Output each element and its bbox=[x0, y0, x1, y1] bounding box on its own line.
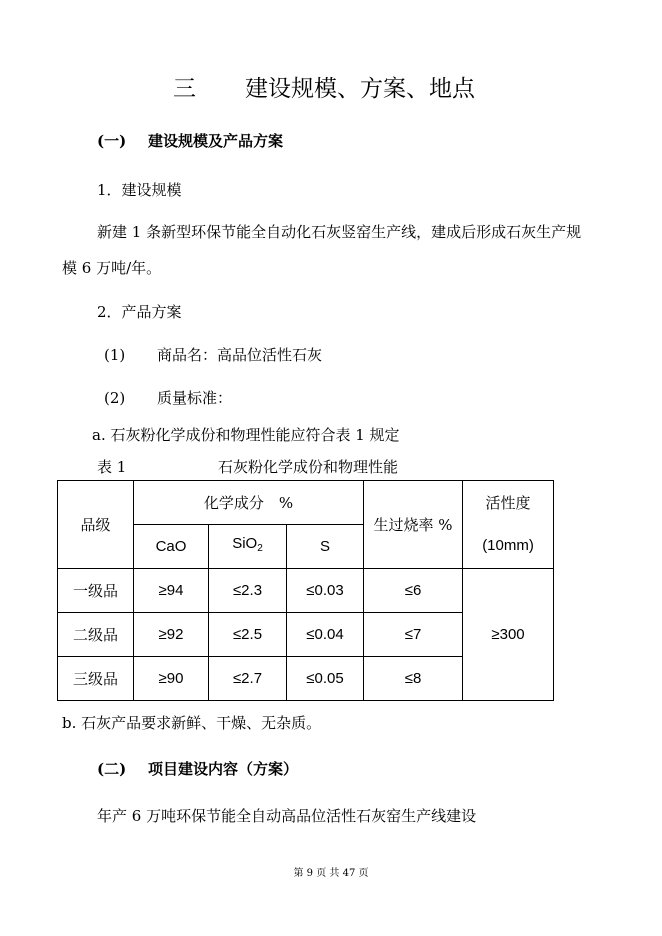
header-s: S bbox=[287, 525, 364, 569]
header-grade: 品级 bbox=[58, 481, 134, 569]
note-a: a. 石灰粉化学成份和物理性能应符合表 1 规定 bbox=[92, 426, 400, 444]
item1-label: 1．建设规模 bbox=[97, 181, 182, 199]
section2-index: (二) bbox=[97, 760, 127, 778]
item2-label: 2．产品方案 bbox=[97, 303, 182, 321]
item2-sub1-index: (1) bbox=[104, 346, 126, 364]
section2-text: 年产 6 万吨环保节能全自动高品位活性石灰窑生产线建设 bbox=[97, 807, 477, 825]
item2-sub2-index: (2) bbox=[104, 389, 126, 407]
header-chem: 化学成分 % bbox=[134, 481, 364, 525]
row-s: ≤0.03 bbox=[287, 569, 364, 613]
item2-sub2-text: 质量标准： bbox=[157, 389, 233, 407]
note-b: b. 石灰产品要求新鲜、干燥、无杂质。 bbox=[62, 714, 322, 732]
row-s: ≤0.04 bbox=[287, 613, 364, 657]
item2-sub1-text: 商品名：高品位活性石灰 bbox=[157, 346, 323, 364]
header-activity-unit: (10mm) bbox=[482, 537, 534, 554]
header-burn: 生过烧率 % bbox=[364, 481, 463, 569]
row-sio2: ≤2.5 bbox=[209, 613, 287, 657]
item1-paragraph-line1: 新建 1 条新型环保节能全自动化石灰竖窑生产线，建成后形成石灰生产规 bbox=[97, 223, 582, 241]
table-row bbox=[58, 569, 554, 613]
row-grade: 三级品 bbox=[58, 657, 134, 701]
row-burn: ≤7 bbox=[364, 613, 463, 657]
table-label: 表 1 bbox=[97, 458, 127, 476]
header-activity bbox=[463, 481, 554, 569]
section1-index: (一) bbox=[97, 132, 127, 150]
section2-title: 项目建设内容（方案） bbox=[148, 760, 299, 778]
row-cao: ≥90 bbox=[134, 657, 209, 701]
activity-value: ≥300 bbox=[463, 569, 554, 701]
page-footer: 第 9 页 共 47 页 bbox=[293, 868, 369, 879]
table-header-row bbox=[58, 481, 554, 525]
table-caption: 石灰粉化学成份和物理性能 bbox=[218, 458, 399, 476]
row-grade: 一级品 bbox=[58, 569, 134, 613]
row-burn: ≤6 bbox=[364, 569, 463, 613]
row-cao: ≥92 bbox=[134, 613, 209, 657]
row-sio2: ≤2.7 bbox=[209, 657, 287, 701]
header-activity-label: 活性度 bbox=[485, 494, 531, 512]
chapter-number: 三 bbox=[173, 76, 196, 102]
row-grade: 二级品 bbox=[58, 613, 134, 657]
section1-title: 建设规模及产品方案 bbox=[148, 132, 284, 150]
row-s: ≤0.05 bbox=[287, 657, 364, 701]
item1-paragraph-line2: 模 6 万吨/年。 bbox=[62, 259, 162, 277]
row-burn: ≤8 bbox=[364, 657, 463, 701]
header-sio2-base: SiO bbox=[232, 535, 258, 552]
row-sio2: ≤2.3 bbox=[209, 569, 287, 613]
header-sio2-sub: 2 bbox=[257, 543, 263, 554]
header-sio2 bbox=[209, 525, 287, 569]
header-cao: CaO bbox=[134, 525, 209, 569]
quality-table bbox=[57, 480, 554, 701]
row-cao: ≥94 bbox=[134, 569, 209, 613]
chapter-title: 建设规模、方案、地点 bbox=[245, 76, 475, 102]
